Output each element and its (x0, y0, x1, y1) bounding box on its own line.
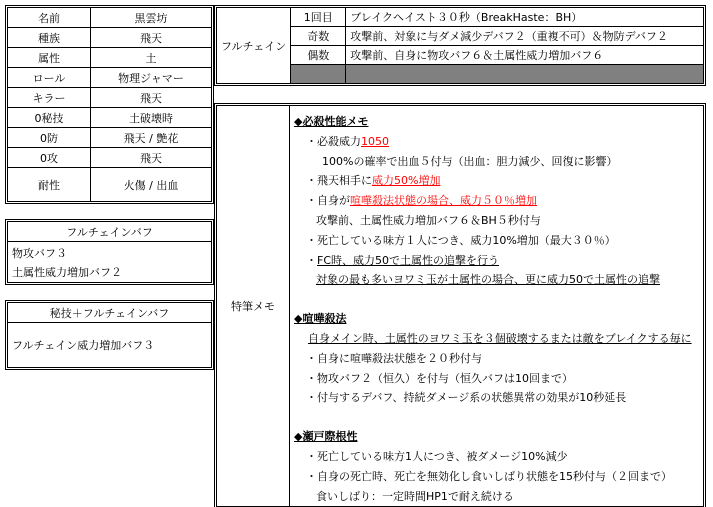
section-title-special: ◆必殺性能メモ (294, 115, 369, 128)
full-chain-sub: 奇数 (291, 27, 346, 46)
note-line: 攻撃前、土属性威力増加バフ６＆BH５秒付与 (316, 213, 541, 227)
stat-row (8, 28, 212, 48)
character-stats-table (7, 7, 212, 202)
note-line: ・死亡している味方1人につき、被ダメージ10%減少 (306, 449, 568, 463)
stat-key: 0秘技 (8, 108, 91, 128)
full-chain-buff-header: フルチェインバフ (8, 222, 212, 242)
section-title-guts: ◆瀬戸際根性 (294, 430, 358, 444)
stat-value: 土 (91, 48, 212, 68)
stat-value: 飛天 (91, 148, 212, 168)
highlight-text: 喧嘩殺法状態の場合、威力５０％増加 (350, 194, 537, 208)
stat-key: キラー (8, 88, 91, 108)
stat-row (8, 108, 212, 128)
full-chain-sub: 1回目 (291, 8, 346, 27)
note-line: 自身メイン時、土属性のヨワミ玉を３個破壊するまたは敵をブレイクする毎に (308, 331, 692, 345)
stat-row (8, 128, 212, 148)
stat-value: 飛天 (91, 88, 212, 108)
highlight-text: 威力50%増加 (372, 174, 441, 188)
stat-key: 耐性 (8, 168, 91, 202)
note-line: ・自身に喧嘩殺法状態を２０秒付与 (306, 351, 482, 365)
full-chain-label: フルチェイン (217, 8, 291, 84)
note-line (294, 251, 697, 271)
full-chain-buff-line: 土属性威力増加バフ２ (12, 266, 122, 279)
note-bullet: ・ (306, 253, 317, 267)
full-chain-buff-body (8, 242, 212, 283)
note-text: ・必殺威力 (306, 134, 361, 148)
full-chain-text-empty (346, 65, 704, 84)
stat-key: 名前 (8, 8, 91, 28)
spacer (294, 290, 697, 309)
note-text: ・飛天相手に (306, 174, 372, 188)
full-chain-table (216, 7, 704, 84)
section-title-brawl: ◆喧嘩殺法 (294, 312, 347, 326)
stat-key: 0攻 (8, 148, 91, 168)
secret-buff-header: 秘技＋フルチェインバフ (8, 303, 212, 323)
stat-key: 属性 (8, 48, 91, 68)
note-line: ・自身の死亡時、死亡を無効化し食いしばり状態を15秒付与（２回まで） (306, 469, 672, 483)
full-chain-text: 攻撃前、対象に与ダメ減少デバフ２（重複不可）＆物防デバフ２ (346, 27, 704, 46)
stat-value: 土破壊時 (91, 108, 212, 128)
stat-value: 火傷 / 出血 (91, 168, 212, 202)
stat-key: ロール (8, 68, 91, 88)
stat-key: 種族 (8, 28, 91, 48)
note-line: 100%の確率で出血５付与（出血：胆力減少、回復に影響） (322, 154, 618, 168)
full-chain-row (217, 8, 704, 27)
notes-content (290, 106, 704, 507)
power-value: 1050 (361, 134, 389, 148)
notes-table (216, 105, 704, 507)
notes-label: 特筆メモ (217, 106, 290, 507)
full-chain-buff-line: 物攻バフ３ (12, 247, 67, 260)
stat-row (8, 168, 212, 202)
note-line: ・物攻バフ２（恒久）を付与（恒久バフは10回まで） (306, 371, 573, 385)
stat-value: 飛天 (91, 28, 212, 48)
stat-value: 黒雲坊 (91, 8, 212, 28)
note-text: ・自身が (306, 194, 350, 208)
stat-row (8, 88, 212, 108)
spacer (294, 408, 697, 427)
underlined-text: FC時、威力50で土属性の追撃を行う (317, 253, 500, 267)
stat-row (8, 48, 212, 68)
stat-row (8, 68, 212, 88)
note-line (294, 132, 697, 152)
full-chain-sub: 偶数 (291, 46, 346, 65)
stat-row (8, 148, 212, 168)
note-line: 食いしばり：一定時間HP1で耐え続ける (316, 489, 514, 503)
stat-value: 物理ジャマー (91, 68, 212, 88)
stat-key: 0防 (8, 128, 91, 148)
stat-row (8, 8, 212, 28)
stat-value: 飛天 / 艶花 (91, 128, 212, 148)
full-chain-sub-empty (291, 65, 346, 84)
full-chain-text: 攻撃前、自身に物攻バフ６＆土属性威力増加バフ６ (346, 46, 704, 65)
note-line: ・付与するデバフ、持続ダメージ系の状態異常の効果が10秒延長 (306, 391, 627, 405)
note-line: 対象の最も多いヨワミ玉が土属性の場合、更に威力50で土属性の追撃 (316, 273, 660, 287)
note-line (294, 171, 697, 191)
note-line: ・死亡している味方１人につき、威力10%増加（最大３０％） (306, 233, 616, 247)
full-chain-text: ブレイクヘイスト３０秒（BreakHaste：BH） (346, 8, 704, 27)
secret-full-chain-buff-table (7, 302, 212, 368)
secret-buff-body: フルチェイン威力増加バフ３ (8, 323, 212, 368)
note-line (294, 191, 697, 211)
full-chain-buff-table (7, 221, 212, 283)
